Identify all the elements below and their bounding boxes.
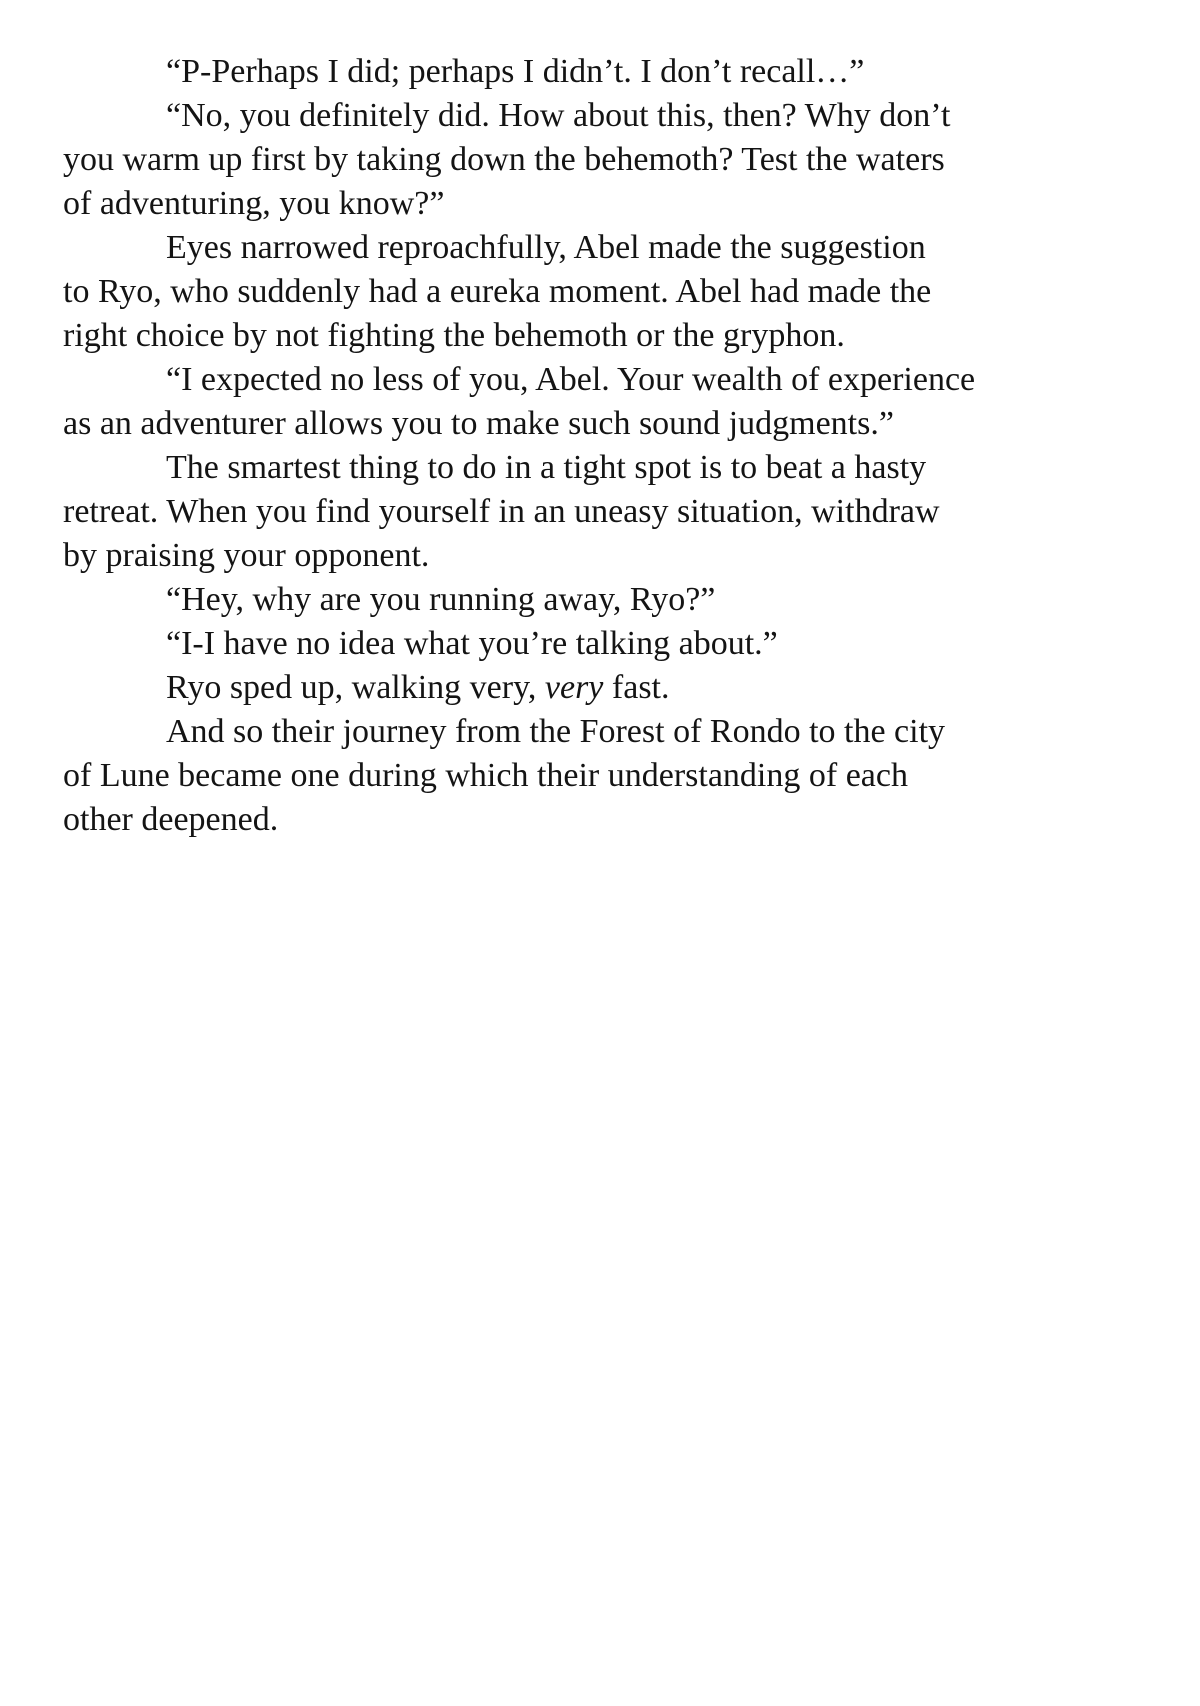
- paragraph: [63, 358, 1142, 446]
- text-segment: you warm up first by taking down the behemoth? Test the waters: [63, 141, 945, 178]
- text-line: [63, 446, 1142, 490]
- paragraph: [63, 710, 1142, 842]
- text-line: [63, 710, 1142, 754]
- emphasized-text: very: [544, 669, 604, 706]
- text-segment: of adventuring, you know?”: [63, 185, 445, 222]
- text-segment: right choice by not fighting the behemoth or the gryphon.: [63, 317, 845, 354]
- text-line: [63, 402, 1142, 446]
- paragraph: [63, 94, 1142, 226]
- text-segment: as an adventurer allows you to make such sound judgments.”: [63, 405, 894, 442]
- text-segment: Ryo sped up, walking very,: [166, 669, 545, 706]
- text-segment: Eyes narrowed reproachfully, Abel made the suggestion: [166, 229, 926, 266]
- text-segment: The smartest thing to do in a tight spot is to beat a hasty: [166, 449, 927, 486]
- text-line: [63, 754, 1142, 798]
- text-line: [63, 622, 1142, 666]
- paragraph: [63, 226, 1142, 358]
- paragraph: [63, 446, 1142, 578]
- paragraph: [63, 50, 1142, 94]
- text-segment: of Lune became one during which their understanding of each: [63, 757, 908, 794]
- text-segment: And so their journey from the Forest of Rondo to the city: [166, 713, 946, 750]
- text-segment: retreat. When you find yourself in an uneasy situation, withdraw: [63, 493, 940, 530]
- text-segment: “P-Perhaps I did; perhaps I didn’t. I don’t recall…”: [166, 53, 865, 90]
- text-line: [63, 182, 1142, 226]
- text-line: [63, 226, 1142, 270]
- text-line: [63, 270, 1142, 314]
- text-segment: other deepened.: [63, 801, 279, 838]
- text-line: [63, 798, 1142, 842]
- text-line: [63, 314, 1142, 358]
- text-segment: by praising your opponent.: [63, 537, 430, 574]
- text-line: [63, 358, 1142, 402]
- text-line: [63, 534, 1142, 578]
- text-line: [63, 578, 1142, 622]
- text-segment: “I expected no less of you, Abel. Your wealth of experience: [166, 361, 976, 398]
- text-segment: fast.: [603, 669, 670, 706]
- paragraph: [63, 622, 1142, 666]
- paragraph: [63, 578, 1142, 622]
- text-segment: “Hey, why are you running away, Ryo?”: [166, 581, 716, 618]
- text-segment: “I-I have no idea what you’re talking about.”: [166, 625, 778, 662]
- text-segment: to Ryo, who suddenly had a eureka moment. Abel had made the: [63, 273, 932, 310]
- text-line: [63, 490, 1142, 534]
- text-line: [63, 50, 1142, 94]
- text-line: [63, 666, 1142, 710]
- text-line: [63, 94, 1142, 138]
- text-segment: “No, you definitely did. How about this, then? Why don’t: [166, 97, 951, 134]
- paragraph: [63, 666, 1142, 710]
- text-line: [63, 138, 1142, 182]
